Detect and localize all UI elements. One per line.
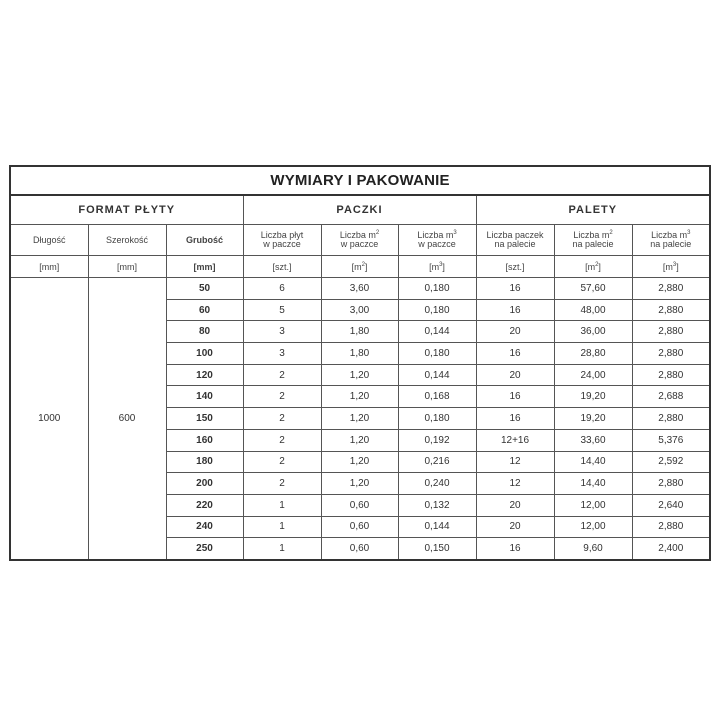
header-line: na palecie: [572, 239, 614, 249]
cell-paczek: 16: [476, 538, 554, 560]
cell-m2p: 28,80: [554, 343, 632, 365]
unit-szt-paleta: [szt.]: [476, 256, 554, 278]
cell-m3: 0,144: [398, 321, 476, 343]
cell-m3: 0,144: [398, 364, 476, 386]
unit-m2-paleta: $[m^2]$: [554, 256, 632, 278]
header-line: Liczba $m^3$: [651, 230, 691, 240]
cell-m2: 3,00: [321, 299, 398, 321]
cell-paczek: 16: [476, 278, 554, 300]
cell-m2p: 33,60: [554, 429, 632, 451]
packaging-table: [9, 165, 711, 561]
group-paczki-header: PACZKI: [243, 195, 476, 225]
cell-paczek: 16: [476, 299, 554, 321]
cell-paczek: 20: [476, 516, 554, 538]
header-paczek-na-palecie: [476, 225, 554, 256]
cell-m2p: 57,60: [554, 278, 632, 300]
cell-m3p: 2,880: [632, 408, 710, 430]
cell-m3: 0,180: [398, 343, 476, 365]
cell-m2p: 48,00: [554, 299, 632, 321]
cell-m3: 0,132: [398, 494, 476, 516]
format-szerokosc-cell: 600: [88, 278, 166, 560]
cell-m3p: 2,880: [632, 278, 710, 300]
unit-szt: [szt.]: [243, 256, 321, 278]
cell-grubosc: 150: [166, 408, 243, 430]
cell-m2: 1,80: [321, 321, 398, 343]
cell-m3p: 2,880: [632, 299, 710, 321]
group-format-header: FORMAT PŁYTY: [10, 195, 243, 225]
cell-plyt: 2: [243, 364, 321, 386]
header-plyt-w-paczce: [243, 225, 321, 256]
cell-m3p: 2,400: [632, 538, 710, 560]
cell-m2p: 12,00: [554, 516, 632, 538]
cell-m3: 0,192: [398, 429, 476, 451]
header-line: Liczba płyt: [260, 230, 304, 240]
header-line: Liczba $m^2$: [573, 230, 613, 240]
cell-grubosc: 100: [166, 343, 243, 365]
cell-plyt: 2: [243, 408, 321, 430]
header-line: Liczba paczek: [486, 230, 544, 240]
cell-plyt: 1: [243, 516, 321, 538]
table-row: [10, 278, 710, 300]
cell-m3: 0,144: [398, 516, 476, 538]
table-title: WYMIARY I PAKOWANIE: [10, 166, 710, 195]
unit-grubosc: [mm]: [166, 256, 243, 278]
unit-m3-paleta: $[m^3]$: [632, 256, 710, 278]
cell-plyt: 2: [243, 451, 321, 473]
unit-m2: $[m^2]$: [321, 256, 398, 278]
cell-plyt: 2: [243, 429, 321, 451]
cell-m3p: 5,376: [632, 429, 710, 451]
header-line: w paczce: [340, 239, 379, 249]
header-m2-na-palecie: [554, 225, 632, 256]
cell-m2p: 9,60: [554, 538, 632, 560]
cell-grubosc: 50: [166, 278, 243, 300]
cell-grubosc: 250: [166, 538, 243, 560]
cell-m3p: 2,880: [632, 343, 710, 365]
cell-m3: 0,168: [398, 386, 476, 408]
cell-grubosc: 200: [166, 473, 243, 495]
cell-plyt: 2: [243, 473, 321, 495]
cell-m3: 0,180: [398, 408, 476, 430]
cell-m3p: 2,880: [632, 364, 710, 386]
header-m3-w-paczce: [398, 225, 476, 256]
unit-dlugosc: [mm]: [10, 256, 88, 278]
cell-m2: 1,20: [321, 386, 398, 408]
cell-grubosc: 180: [166, 451, 243, 473]
cell-m3: 0,150: [398, 538, 476, 560]
cell-m2: 1,80: [321, 343, 398, 365]
cell-grubosc: 60: [166, 299, 243, 321]
header-line: Liczba $m^2$: [339, 230, 380, 240]
cell-paczek: 12: [476, 473, 554, 495]
cell-grubosc: 120: [166, 364, 243, 386]
cell-m2p: 36,00: [554, 321, 632, 343]
cell-m3: 0,216: [398, 451, 476, 473]
cell-m3p: 2,592: [632, 451, 710, 473]
cell-m2p: 14,40: [554, 451, 632, 473]
cell-m2: 0,60: [321, 516, 398, 538]
cell-m2: 1,20: [321, 364, 398, 386]
cell-m3p: 2,640: [632, 494, 710, 516]
cell-m2: 1,20: [321, 451, 398, 473]
cell-m2: 1,20: [321, 473, 398, 495]
cell-paczek: 20: [476, 364, 554, 386]
cell-paczek: 16: [476, 343, 554, 365]
cell-m2: 0,60: [321, 538, 398, 560]
cell-paczek: 16: [476, 408, 554, 430]
header-m3-na-palecie: [632, 225, 710, 256]
cell-m2p: 24,00: [554, 364, 632, 386]
cell-m2p: 19,20: [554, 386, 632, 408]
cell-plyt: 3: [243, 321, 321, 343]
cell-plyt: 5: [243, 299, 321, 321]
cell-m2: 1,20: [321, 429, 398, 451]
cell-m3p: 2,688: [632, 386, 710, 408]
cell-grubosc: 140: [166, 386, 243, 408]
cell-m3p: 2,880: [632, 321, 710, 343]
header-line: Liczba $m^3$: [417, 230, 457, 240]
format-dlugosc-cell: 1000: [10, 278, 88, 560]
cell-paczek: 12+16: [476, 429, 554, 451]
cell-paczek: 20: [476, 494, 554, 516]
cell-plyt: 3: [243, 343, 321, 365]
unit-m3: $[m^3]$: [398, 256, 476, 278]
header-grubosc: Grubość: [166, 225, 243, 256]
cell-plyt: 1: [243, 494, 321, 516]
cell-m2p: 14,40: [554, 473, 632, 495]
cell-grubosc: 80: [166, 321, 243, 343]
cell-m2: 1,20: [321, 408, 398, 430]
header-line: w paczce: [418, 239, 456, 249]
cell-grubosc: 240: [166, 516, 243, 538]
group-palety-header: PALETY: [476, 195, 710, 225]
header-dlugosc: Długość: [10, 225, 88, 256]
header-szerokosc: Szerokość: [88, 225, 166, 256]
header-line: na palecie: [650, 239, 692, 249]
cell-grubosc: 160: [166, 429, 243, 451]
cell-m3: 0,180: [398, 299, 476, 321]
cell-m3p: 2,880: [632, 516, 710, 538]
cell-plyt: 2: [243, 386, 321, 408]
cell-m2: 3,60: [321, 278, 398, 300]
cell-paczek: 20: [476, 321, 554, 343]
cell-m3: 0,180: [398, 278, 476, 300]
cell-m3: 0,240: [398, 473, 476, 495]
cell-m3p: 2,880: [632, 473, 710, 495]
header-line: na palecie: [494, 239, 536, 249]
cell-paczek: 16: [476, 386, 554, 408]
cell-m2: 0,60: [321, 494, 398, 516]
cell-grubosc: 220: [166, 494, 243, 516]
header-m2-w-paczce: [321, 225, 398, 256]
cell-plyt: 6: [243, 278, 321, 300]
cell-paczek: 12: [476, 451, 554, 473]
cell-m2p: 12,00: [554, 494, 632, 516]
unit-szerokosc: [mm]: [88, 256, 166, 278]
header-line: w paczce: [263, 239, 301, 249]
packaging-table-container: [9, 165, 709, 561]
cell-plyt: 1: [243, 538, 321, 560]
cell-m2p: 19,20: [554, 408, 632, 430]
